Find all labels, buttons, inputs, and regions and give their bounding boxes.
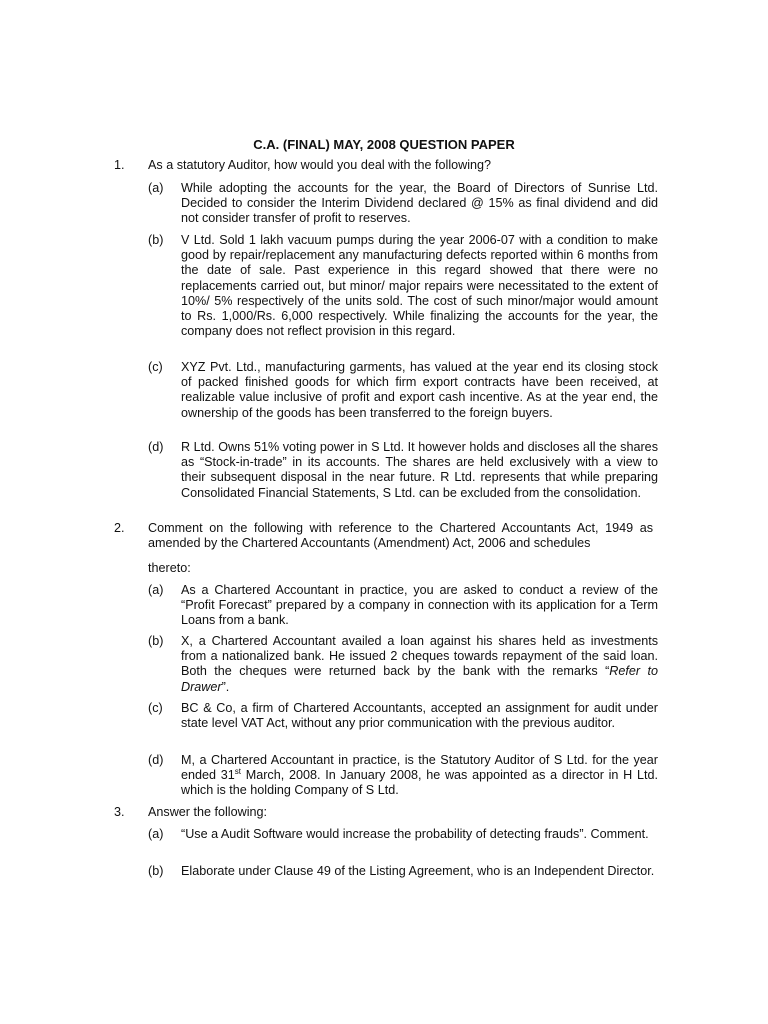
part-text: While adopting the accounts for the year, the Board of Directors of Sunrise Ltd. Decided to consider the Interim Dividend declared @ 15% as final dividend and did not consider transfer of profit to reserves. [181,181,658,226]
question-text: Comment on the following with reference to the Chartered Accountants Act, 1949 as amended by the Chartered Accountants (Amendment) Act, 2006 and schedules [148,521,653,551]
part-label: (d) [148,753,164,767]
part-text: As a Chartered Accountant in practice, you are asked to conduct a review of the “Profit Forecast” prepared by a company in connection with its application for a Term Loans from a bank. [181,583,658,628]
part-label: (b) [148,634,164,648]
part-label: (a) [148,583,164,597]
part-label: (a) [148,827,164,841]
question-text-continued: thereto: [148,561,191,575]
question-number: 2. [114,521,125,535]
part-text-end: March, 2008. In January 2008, he was appointed as a director in H Ltd. which is the holding Company of S Ltd. [181,768,658,798]
part-label: (b) [148,864,164,878]
question-number: 3. [114,805,125,819]
part-text: R Ltd. Owns 51% voting power in S Ltd. It however holds and discloses all the shares as “Stock-in-trade” in its accounts. The shares are held exclusively with a view to their subsequent disposal in the near future. R Ltd. represents that while preparing Consolidated Financial Statements, S Ltd. can be excluded from the consolidation. [181,440,658,500]
part-text: BC & Co, a firm of Chartered Accountants, accepted an assignment for audit under state level VAT Act, without any prior communication with the previous auditor. [181,701,658,731]
part-label: (d) [148,440,164,454]
part-text: V Ltd. Sold 1 lakh vacuum pumps during the year 2006-07 with a condition to make good by repair/replacement any manufacturing defects reported within 6 months from the date of sale. Past experience in this regard showed that there were no replacements carried out, but minor/ major repairs were necessitated to the extent of 10%/ 5% respectively of the units sold. The cost of such minor/major would amount to Rs. 1,000/Rs. 6,000 respectively. While finalizing the accounts for the year, the company does not reflect provision in this regard. [181,233,658,339]
part-text-italic: Refer to Drawer [181,664,658,694]
page-title: C.A. (FINAL) MAY, 2008 QUESTION PAPER [253,137,515,152]
part-label: (b) [148,233,164,247]
part-text [181,634,658,695]
part-text: XYZ Pvt. Ltd., manufacturing garments, has valued at the year end its closing stock of packed finished goods for which firm export contracts have been received, at realizable value inclusive of profit and export cash incentive. As at the year end, the ownership of the goods has been transferred to the foreign buyers. [181,360,658,420]
part-label: (c) [148,360,163,374]
part-text-end: ”. [221,679,230,694]
part-text-main: M, a Chartered Accountant in practice, is the Statutory Auditor of S Ltd. for the year ended 31 [181,753,658,783]
part-label: (c) [148,701,163,715]
part-label: (a) [148,181,164,195]
part-text: Elaborate under Clause 49 of the Listing Agreement, who is an Independent Director. [181,864,655,878]
question-text: Answer the following: [148,805,268,819]
part-text-main: X, a Chartered Accountant availed a loan against his shares held as investments from a nationalized bank. He issued 2 cheques towards repayment of the said loan. Both the cheques were returned back by the bank with the remarks “ [181,634,658,679]
question-text: As a statutory Auditor, how would you deal with the following? [148,158,492,172]
part-text: “Use a Audit Software would increase the probability of detecting frauds”. Comment. [181,827,649,841]
question-number: 1. [114,158,125,172]
part-text [181,753,658,799]
ordinal-superscript: st [234,767,241,777]
